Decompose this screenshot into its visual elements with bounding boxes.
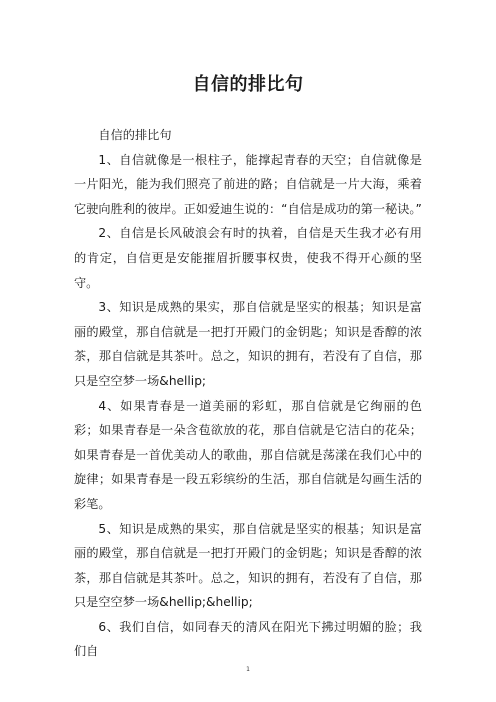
paragraph-6: 6、我们自信，如同春天的清风在阳光下拂过明媚的脸；我们自 xyxy=(74,619,422,659)
paragraph-1: 1、自信就像是一根柱子，能撑起青春的天空；自信就像是一片阳光，能为我们照亮了前进的路；自信就是一片大海，乘着它驶向胜利的彼岸。正如爱迪生说的：“自信是成功的第一秘诀。” xyxy=(74,152,422,216)
document-title: 自信的排比句 xyxy=(192,74,304,95)
paragraph-subtitle: 自信的排比句 xyxy=(98,128,172,142)
paragraph-3: 3、知识是成熟的果实，那自信就是坚实的根基；知识是富丽的殿堂，那自信就是一把打开殿门的金钥匙；知识是香醇的浓茶，那自信就是其茶叶。总之，知识的拥有，若没有了自信，那只是空空梦一场&hellip; xyxy=(74,300,422,388)
paragraph-5: 5、知识是成熟的果实，那自信就是坚实的根基；知识是富丽的殿堂，那自信就是一把打开殿门的金钥匙；知识是香醇的浓茶，那自信就是其茶叶。总之，知识的拥有，若没有了自信，那只是空空梦一场&hellip;&hellip; xyxy=(74,521,422,610)
page-number: 1 xyxy=(246,666,250,673)
document-body xyxy=(74,123,422,664)
paragraph-4: 4、如果青春是一道美丽的彩虹，那自信就是它绚丽的色彩；如果青春是一朵含苞欲放的花，那自信就是它洁白的花朵；如果青春是一首优美动人的歌曲，那自信就是荡漾在我们心中的旋律；如果青春是一段五彩缤纷的生活，那自信就是勾画生活的彩笔。 xyxy=(74,398,422,511)
paragraph-2: 2、自信是长风破浪会有时的执着，自信是天生我才必有用的肯定，自信更是安能摧眉折腰事权贵，使我不得开心颜的坚守。 xyxy=(74,226,422,290)
